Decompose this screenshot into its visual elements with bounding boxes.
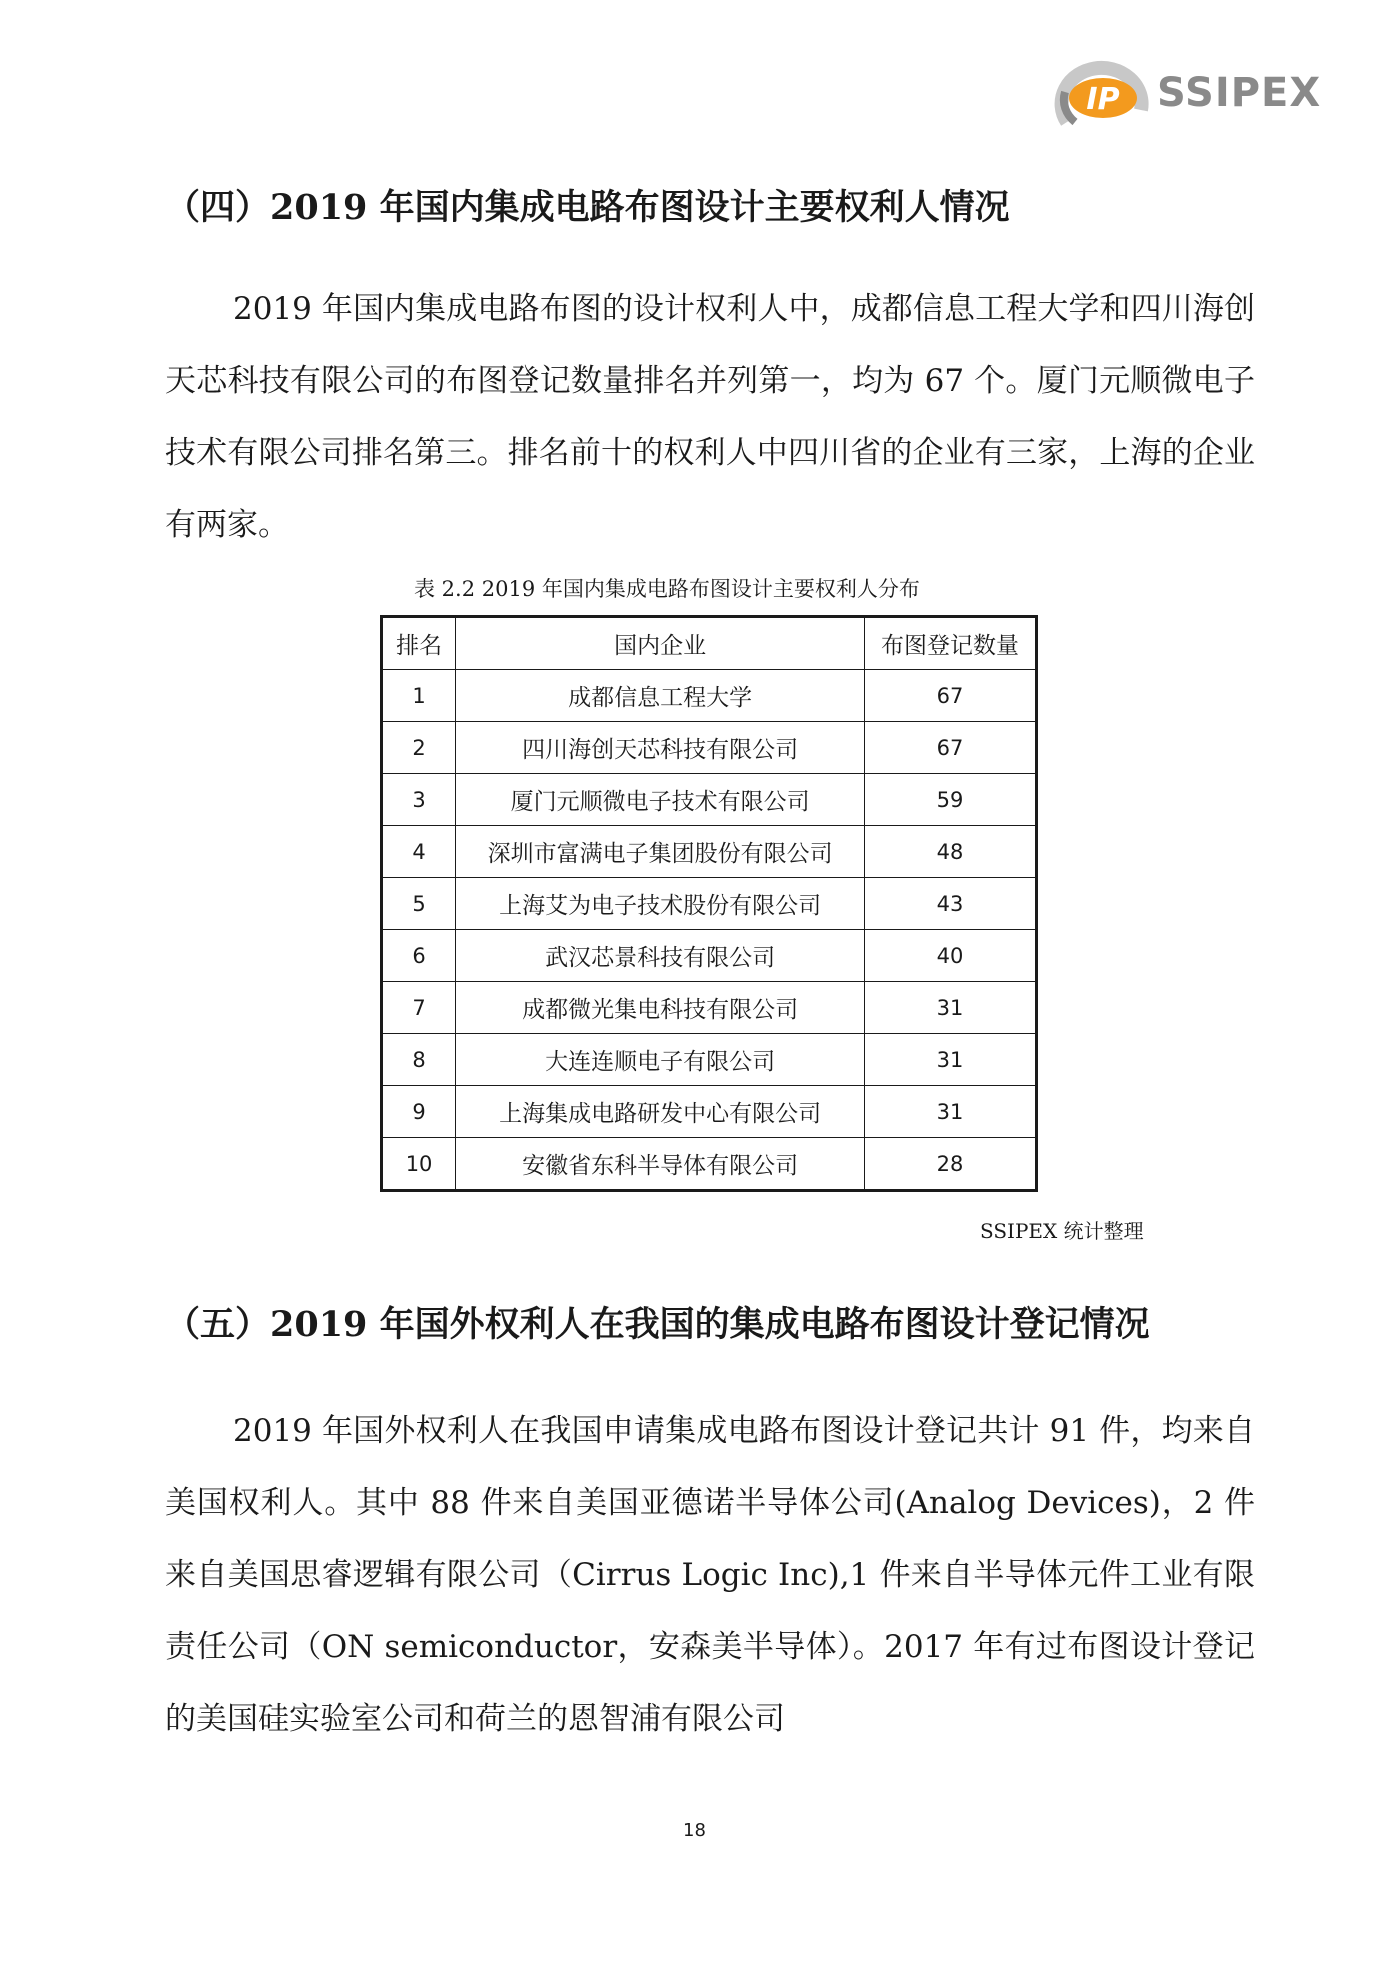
table-caption: 表 2.2 2019 年国内集成电路布图设计主要权利人分布 — [414, 577, 920, 601]
rank-cell: 1 — [382, 670, 456, 722]
company-cell: 成都信息工程大学 — [456, 670, 865, 722]
section-heading-4: （四）2019 年国内集成电路布图设计主要权利人情况 — [165, 187, 1010, 228]
company-cell: 武汉芯景科技有限公司 — [456, 930, 865, 982]
company-cell: 深圳市富满电子集团股份有限公司 — [456, 826, 865, 878]
count-cell: 67 — [865, 670, 1037, 722]
count-cell: 40 — [865, 930, 1037, 982]
table-row — [382, 982, 1037, 1034]
section-heading-5: （五）2019 年国外权利人在我国的集成电路布图设计登记情况 — [165, 1304, 1150, 1345]
count-cell: 59 — [865, 774, 1037, 826]
table-row — [382, 1086, 1037, 1138]
logo-brand-text: SSIPEX — [1157, 70, 1322, 116]
count-cell: 31 — [865, 1034, 1037, 1086]
table-row — [382, 722, 1037, 774]
count-cell: 67 — [865, 722, 1037, 774]
ssipex-logo — [1045, 52, 1322, 144]
rank-cell: 9 — [382, 1086, 456, 1138]
rank-cell: 4 — [382, 826, 456, 878]
rank-cell: 5 — [382, 878, 456, 930]
logo-badge-text: IP — [1086, 82, 1120, 117]
rank-cell: 2 — [382, 722, 456, 774]
count-cell: 31 — [865, 982, 1037, 1034]
count-cell: 43 — [865, 878, 1037, 930]
company-cell: 大连连顺电子有限公司 — [456, 1034, 865, 1086]
count-cell: 48 — [865, 826, 1037, 878]
table-row — [382, 1034, 1037, 1086]
company-cell: 安徽省东科半导体有限公司 — [456, 1138, 865, 1191]
company-cell: 上海艾为电子技术股份有限公司 — [456, 878, 865, 930]
company-cell: 上海集成电路研发中心有限公司 — [456, 1086, 865, 1138]
header-company: 国内企业 — [456, 617, 865, 670]
company-cell: 四川海创天芯科技有限公司 — [456, 722, 865, 774]
rank-cell: 3 — [382, 774, 456, 826]
table-row — [382, 670, 1037, 722]
table-row — [382, 774, 1037, 826]
table-header-row — [382, 617, 1037, 670]
table-row — [382, 826, 1037, 878]
table-row — [382, 878, 1037, 930]
rank-cell: 8 — [382, 1034, 456, 1086]
rank-cell: 10 — [382, 1138, 456, 1191]
section-4-paragraph: 2019 年国内集成电路布图的设计权利人中，成都信息工程大学和四川海创天芯科技有限公司的布图登记数量排名并列第一，均为 67 个。厦门元顺微电子技术有限公司排名第三。排名前十的权利人中四川省的企业有三家，上海的企业有两家。 — [165, 291, 1255, 543]
page-number: 18 — [683, 1820, 706, 1841]
rank-cell: 7 — [382, 982, 456, 1034]
count-cell: 31 — [865, 1086, 1037, 1138]
table-source-note: SSIPEX 统计整理 — [980, 1219, 1144, 1243]
rank-cell: 6 — [382, 930, 456, 982]
company-cell: 厦门元顺微电子技术有限公司 — [456, 774, 865, 826]
count-cell: 28 — [865, 1138, 1037, 1191]
section-5-paragraph: 2019 年国外权利人在我国申请集成电路布图设计登记共计 91 件，均来自美国权利人。其中 88 件来自美国亚德诺半导体公司(Analog Devices)，2 件来自美国思睿逻辑有限公司（Cirrus Logic Inc),1 件来自半导体元件工业有限责任公司（ON semiconductor，安森美半导体）。2017 年有过布图设计登记的美国硅实验室公司和荷兰的恩智浦有限公司 — [165, 1413, 1255, 1737]
rights-holder-table — [380, 615, 1038, 1192]
company-cell: 成都微光集电科技有限公司 — [456, 982, 865, 1034]
header-count: 布图登记数量 — [865, 617, 1037, 670]
table-row — [382, 930, 1037, 982]
header-rank: 排名 — [382, 617, 456, 670]
table-row — [382, 1138, 1037, 1191]
ip-badge-icon — [1045, 52, 1155, 144]
